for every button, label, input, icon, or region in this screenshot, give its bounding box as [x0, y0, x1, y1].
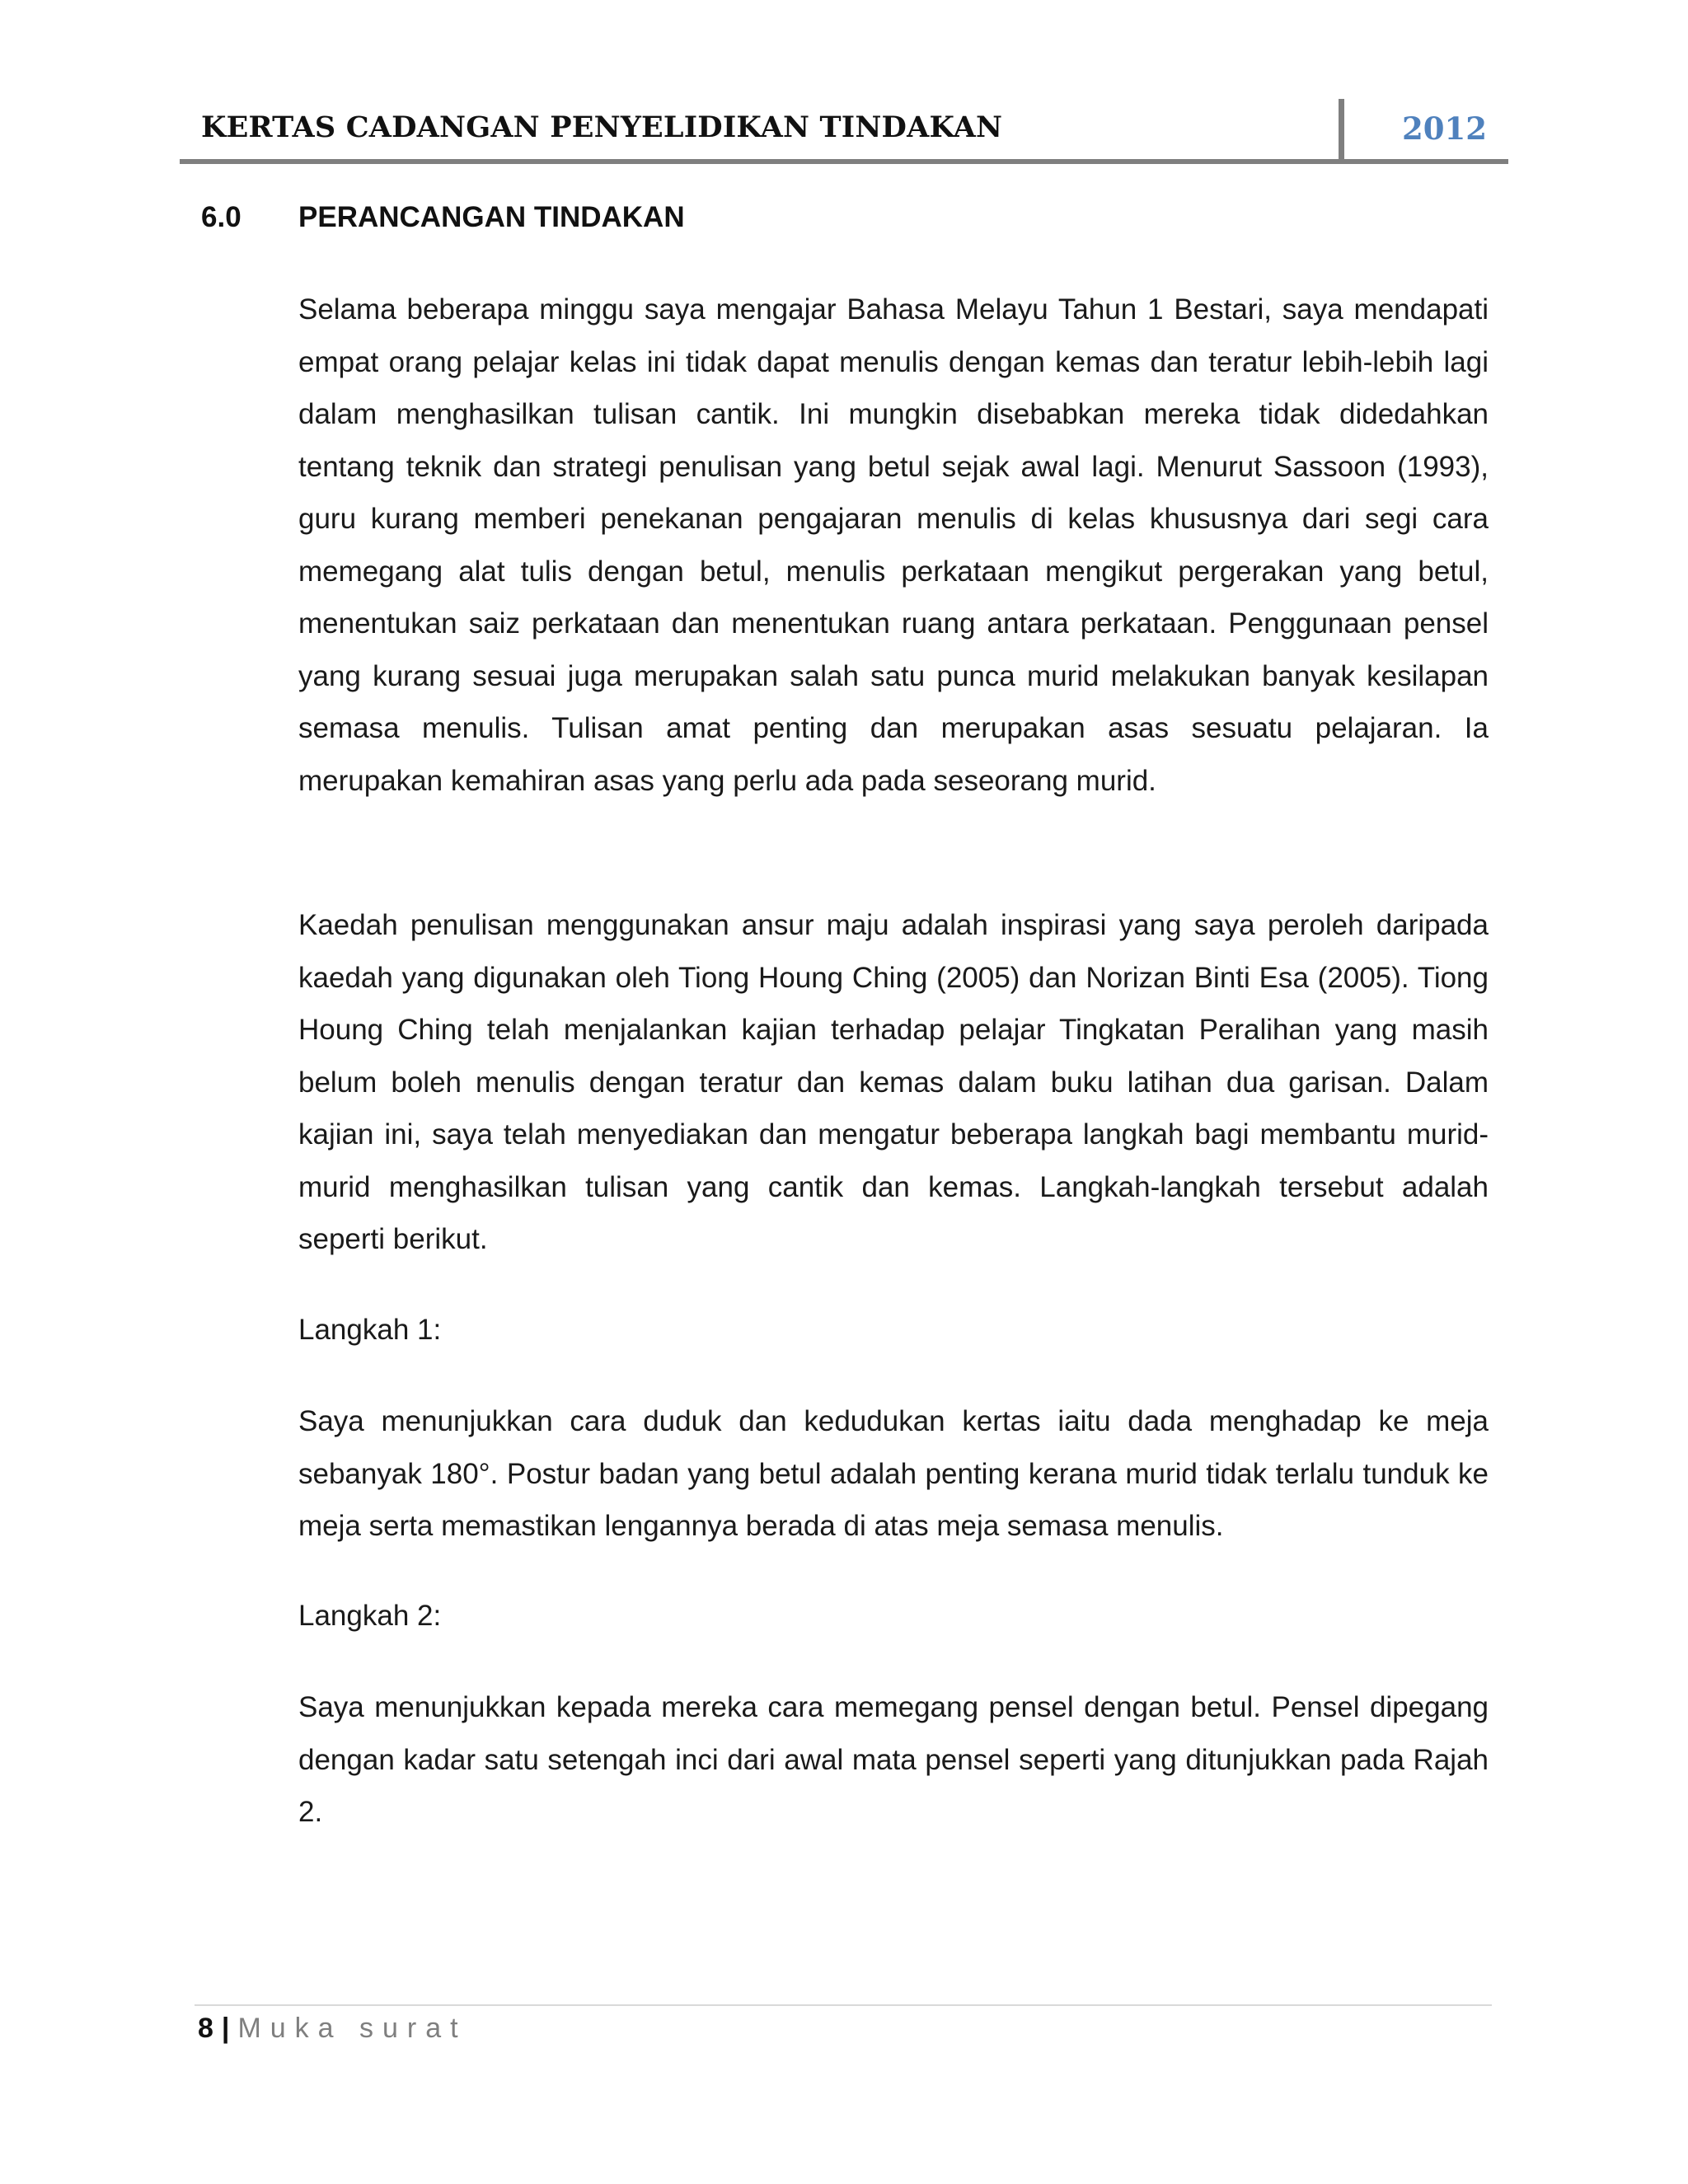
- page-footer: [198, 2013, 467, 2045]
- section-heading: [201, 201, 685, 234]
- page-number: 8: [198, 2013, 213, 2044]
- footer-separator: |: [221, 2013, 230, 2044]
- step-2-text: Saya menunjukkan kepada mereka cara memegang pensel dengan betul. Pensel dipegang dengan kadar satu setengah inci dari awal mata pensel seperti yang ditunjukkan pada Rajah 2.: [298, 1691, 1489, 1828]
- document-year: 2012: [1402, 110, 1487, 147]
- paragraph-2: Kaedah penulisan menggunakan ansur maju adalah inspirasi yang saya peroleh daripada kaedah yang digunakan oleh Tiong Houng Ching (2005) dan Norizan Binti Esa (2005). Tiong Houng Ching telah menjalankan kajian terhadap pelajar Tingkatan Peralihan yang masih belum boleh menulis dengan teratur dan kemas dalam buku latihan dua garisan. Dalam kajian ini, saya telah menyediakan dan mengatur beberapa langkah bagi membantu murid-murid menghasilkan tulisan yang cantik dan kemas. Langkah-langkah tersebut adalah seperti berikut.: [298, 909, 1489, 1255]
- footer-rule: [195, 2004, 1492, 2006]
- page-label: Muka surat: [237, 2013, 467, 2044]
- header-divider: [1339, 99, 1344, 162]
- step-1-text: Saya menunjukkan cara duduk dan kedudukan kertas iaitu dada menghadap ke meja sebanyak 180°. Postur badan yang betul adalah penting kerana murid tidak terlalu tunduk ke meja serta memastikan lengannya berada di atas meja semasa menulis.: [298, 1405, 1489, 1542]
- paragraph-1: Selama beberapa minggu saya mengajar Bahasa Melayu Tahun 1 Bestari, saya mendapati empat orang pelajar kelas ini tidak dapat menulis dengan kemas dan teratur lebih-lebih lagi dalam menghasilkan tulisan cantik. Ini mungkin disebabkan mereka tidak didedahkan tentang teknik dan strategi penulisan yang betul sejak awal lagi. Menurut Sassoon (1993), guru kurang memberi penekanan pengajaran menulis di kelas khususnya dari segi cara memegang alat tulis dengan betul, menulis perkataan mengikut pergerakan yang betul, menentukan saiz perkataan dan menentukan ruang antara perkataan. Penggunaan pensel yang kurang sesuai juga merupakan salah satu punca murid melakukan banyak kesilapan semasa menulis. Tulisan amat penting dan merupakan asas sesuatu pelajaran. Ia merupakan kemahiran asas yang perlu ada pada seseorang murid.: [298, 293, 1489, 797]
- section-number: 6.0: [201, 201, 241, 233]
- header-rule: [180, 159, 1508, 164]
- page-header: [180, 97, 1508, 163]
- section-title: PERANCANGAN TINDAKAN: [298, 201, 685, 233]
- step-2-label: Langkah 2:: [298, 1600, 442, 1632]
- document-title: KERTAS CADANGAN PENYELIDIKAN TINDAKAN: [201, 110, 1003, 144]
- step-1-label: Langkah 1:: [298, 1314, 442, 1346]
